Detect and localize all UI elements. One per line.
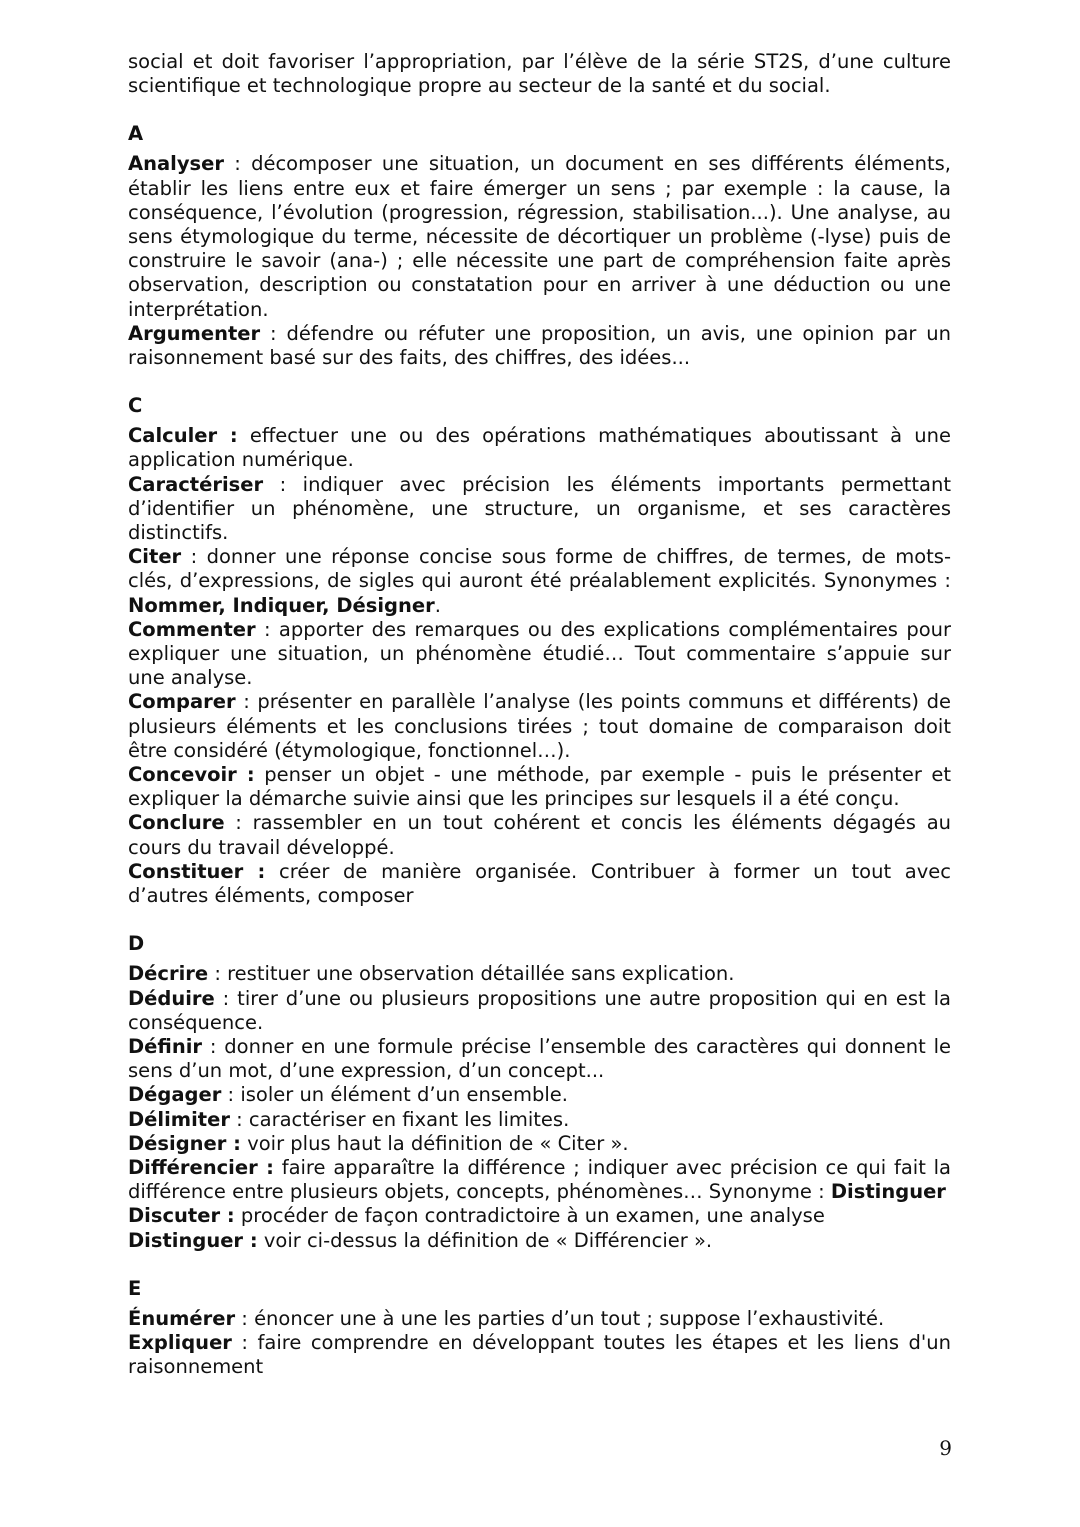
glossary-entry	[128, 1083, 951, 1107]
glossary-entry	[128, 1330, 958, 1379]
entry-definition: caractériser en fixant les limites.	[248, 1107, 570, 1131]
entry-synonyms: Nommer, Indiquer, Désigner	[128, 593, 435, 617]
entry-separator: :	[223, 152, 252, 176]
glossary-entry	[128, 152, 958, 321]
section-letter: C	[128, 394, 143, 418]
glossary-entry	[128, 859, 958, 908]
entry-definition: indiquer avec précision les éléments importants permettant d’identifier un phénomène, une structure, un organisme, et ses caractères distinctifs.	[128, 472, 958, 545]
entry-separator: :	[202, 1034, 225, 1058]
entry-term: Déduire	[128, 986, 215, 1010]
entry-term: Définir	[128, 1034, 203, 1058]
entry-separator: :	[235, 1306, 255, 1330]
entry-term: Dégager	[128, 1083, 222, 1107]
entry-definition: énoncer une à une les parties d’un tout ; suppose l’exhaustivité.	[254, 1306, 885, 1330]
entry-term: Concevoir :	[128, 763, 255, 787]
entry-separator: :	[214, 986, 238, 1010]
glossary-section-a	[128, 122, 958, 370]
entry-definition: tirer d’une ou plusieurs propositions une autre proposition qui en est la conséquence.	[128, 986, 958, 1034]
entry-separator	[255, 763, 265, 786]
glossary-entry	[128, 617, 958, 691]
glossary-entry	[128, 1155, 958, 1204]
glossary-entry	[128, 690, 958, 763]
entry-definition: créer de manière organisée. Contribuer à former un tout avec d’autres éléments, composer	[128, 859, 958, 908]
glossary-entry	[128, 472, 958, 546]
entry-term: Délimiter	[128, 1107, 230, 1131]
entry-separator: :	[181, 545, 207, 569]
entry-definition: défendre ou réfuter une proposition, un avis, une opinion par un raisonnement basé sur des faits, des chiffres, des idées...	[128, 321, 958, 370]
entry-separator	[238, 424, 250, 447]
entry-definition: décomposer une situation, un document en ses différents éléments, établir les liens entre eux et faire émerger un sens ; par exemple : la cause, la conséquence, l’évolution (progression, régression, stabilisation...). Une analyse, au sens étymologique du terme, nécessite de décortiquer un problème (-lyse) puis de construire le savoir (ana-) ; elle nécessite une part de compréhension faite après observation, description ou constatation pour en arriver à une déduction ou une interprétation.	[128, 152, 958, 321]
glossary-entry	[128, 811, 958, 859]
entry-term: Énumérer	[128, 1306, 236, 1330]
entry-term: Différencier :	[128, 1155, 274, 1179]
entry-definition: penser un objet - une méthode, par exemple - puis le présenter et expliquer la démarche suivie ainsi que les principes sur lesquels il a été conçu.	[128, 763, 958, 811]
entry-definition: voir plus haut la définition de « Citer ».	[247, 1131, 629, 1155]
page-number: 9	[939, 1436, 952, 1460]
entry-separator: :	[229, 1107, 249, 1131]
glossary-entry	[128, 1307, 951, 1331]
entry-term: Citer	[128, 545, 182, 569]
entry-term: Calculer :	[128, 424, 238, 448]
glossary-entry	[128, 321, 958, 370]
intro-paragraph: social et doit favoriser l’appropriation, par l’élève de la série ST2S, d’une culture scientifique et technologique propre au secteur de la santé et du social.	[128, 50, 951, 98]
entry-term: Caractériser	[128, 472, 264, 496]
glossary-section-c	[128, 394, 958, 908]
section-letter: E	[128, 1276, 142, 1300]
glossary-entry	[128, 1132, 951, 1156]
entry-term: Désigner :	[128, 1131, 241, 1155]
entry-separator: :	[255, 617, 279, 641]
entry-term: Distinguer :	[128, 1228, 258, 1252]
glossary-section-d	[128, 932, 958, 1252]
entry-definition: donner une réponse concise sous forme de chiffres, de termes, de mots-clés, d’expressions, de sigles qui auront été préalablement explicités. Synonymes :	[128, 545, 958, 593]
entry-definition: apporter des remarques ou des explications complémentaires pour expliquer une situation, un phénomène étudié… Tout commentaire s’appuie sur une analyse.	[128, 617, 958, 690]
entry-definition: voir ci-dessus la définition de « Différencier ».	[263, 1228, 713, 1252]
section-letter: A	[128, 122, 144, 146]
entry-definition: effectuer une ou des opérations mathématiques aboutissant à une application numérique.	[128, 424, 958, 472]
entry-separator: :	[224, 811, 253, 835]
entry-separator: :	[208, 962, 228, 986]
entry-definition: faire apparaître la différence ; indiquer avec précision ce qui fait la différence entre plusieurs objets, concepts, phénomènes… Synonyme :	[128, 1155, 958, 1204]
entry-term: Discuter :	[128, 1204, 235, 1228]
glossary-entry	[128, 1108, 951, 1132]
entry-separator: :	[221, 1083, 241, 1107]
entry-definition: présenter en parallèle l’analyse (les points communs et différents) de plusieurs éléments et les conclusions tirées ; tout domaine de comparaison doit être considéré (étymologique, fonctionnel…).	[128, 690, 958, 762]
glossary-section-e	[128, 1276, 958, 1380]
glossary-entry	[128, 763, 958, 811]
entry-term: Commenter	[128, 617, 256, 641]
entry-definition: rassembler en un tout cohérent et concis les éléments dégagés au cours du travail développé.	[128, 811, 958, 859]
entry-separator: :	[231, 1330, 258, 1354]
entry-term: Expliquer	[128, 1330, 232, 1354]
section-letter: D	[128, 932, 145, 956]
entry-definition: restituer une observation détaillée sans explication.	[227, 962, 735, 986]
entry-definition: procéder de façon contradictoire à un examen, une analyse	[240, 1204, 825, 1228]
entry-separator	[274, 1156, 282, 1179]
entry-definition-end: .	[434, 593, 441, 617]
entry-term: Conclure	[128, 811, 225, 835]
glossary-entry	[128, 1034, 958, 1083]
glossary-entry	[128, 1204, 951, 1228]
entry-synonyms: Distinguer	[830, 1180, 946, 1204]
document-page	[128, 50, 958, 1403]
entry-definition: donner en une formule précise l’ensemble des caractères qui donnent le sens d’un mot, d’une expression, d’un concept...	[128, 1034, 958, 1083]
glossary-entry	[128, 962, 951, 986]
entry-separator: :	[235, 690, 258, 714]
glossary-entry	[128, 1229, 951, 1253]
entry-separator: :	[260, 321, 287, 345]
entry-term: Décrire	[128, 962, 209, 986]
glossary-entry	[128, 424, 958, 472]
entry-separator	[265, 860, 279, 883]
entry-term: Constituer :	[128, 859, 266, 883]
entry-term: Argumenter	[128, 321, 261, 345]
glossary-entry	[128, 986, 958, 1035]
entry-term: Comparer	[128, 690, 236, 714]
glossary	[128, 122, 958, 1379]
entry-definition: faire comprendre en développant toutes les étapes et les liens d'un raisonnement	[128, 1330, 958, 1379]
entry-separator: :	[263, 472, 303, 496]
glossary-entry	[128, 545, 958, 618]
entry-term: Analyser	[128, 152, 224, 176]
entry-definition: isoler un élément d’un ensemble.	[240, 1083, 568, 1107]
